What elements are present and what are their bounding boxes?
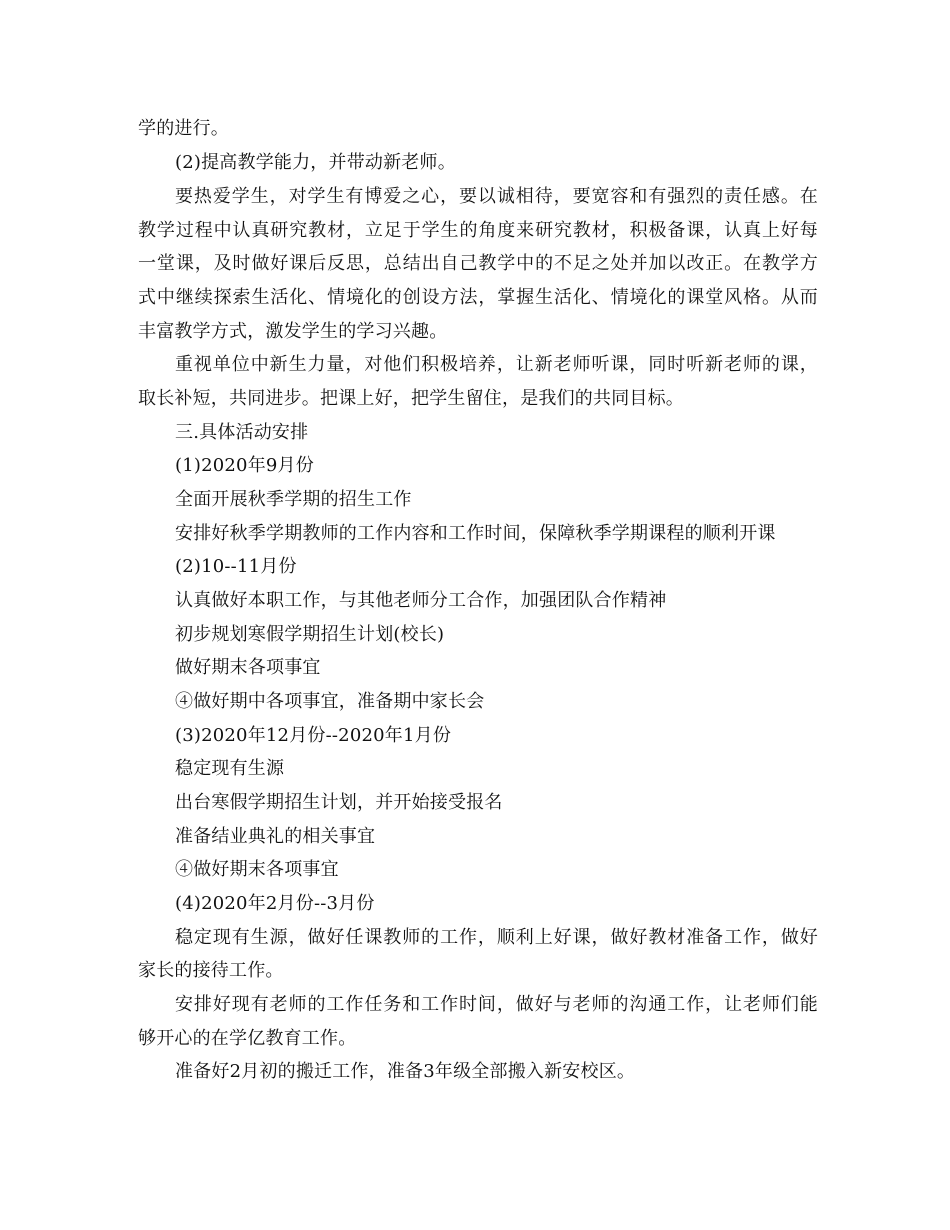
paragraph-line: 准备好2月初的搬迁工作，准备3年级全部搬入新安校区。 — [175, 1061, 636, 1082]
schedule-period: (4)2020年2月份--3月份 — [175, 893, 375, 914]
schedule-item: 全面开展秋季学期的招生工作 — [175, 489, 412, 510]
paragraph-line: 安排好现有老师的工作任务和工作时间，做好与老师的沟通工作，让老师们能 — [175, 994, 818, 1015]
schedule-item: ④做好期末各项事宜 — [175, 859, 339, 880]
paragraph-line: 教学过程中认真研究教材，立足于学生的角度来研究教材，积极备课，认真上好每 — [138, 220, 818, 241]
paragraph-line: 重视单位中新生力量，对他们积极培养，让新老师听课，同时听新老师的课， — [175, 354, 818, 375]
paragraph-line: 一堂课，及时做好课后反思，总结出自己教学中的不足之处并加以改正。在教学方 — [138, 253, 818, 274]
section-heading: 三.具体活动安排 — [175, 422, 309, 443]
schedule-item: 做好期末各项事宜 — [175, 657, 321, 678]
schedule-period: (1)2020年9月份 — [175, 455, 314, 476]
paragraph-line: 要热爱学生，对学生有博爱之心，要以诚相待，要宽容和有强烈的责任感。在 — [175, 186, 818, 207]
section-subheading: (2)提高教学能力，并带动新老师。 — [175, 152, 456, 173]
schedule-item: 准备结业典礼的相关事宜 — [175, 826, 376, 847]
paragraph-line: 丰富教学方式，激发学生的学习兴趣。 — [138, 321, 448, 342]
text-line: 学的进行。 — [138, 118, 229, 139]
schedule-item: 稳定现有生源 — [175, 758, 285, 779]
schedule-item: 出台寒假学期招生计划，并开始接受报名 — [175, 792, 503, 813]
paragraph-line: 够开心的在学亿教育工作。 — [138, 1028, 357, 1049]
paragraph-line: 家长的接待工作。 — [138, 960, 284, 981]
paragraph-line: 式中继续探索生活化、情境化的创设方法，掌握生活化、情境化的课堂风格。从而 — [138, 287, 818, 308]
schedule-period: (2)10--11月份 — [175, 556, 297, 577]
schedule-item: ④做好期中各项事宜，准备期中家长会 — [175, 691, 485, 712]
schedule-item: 安排好秋季学期教师的工作内容和工作时间，保障秋季学期课程的顺利开课 — [175, 523, 776, 544]
paragraph-line: 稳定现有生源，做好任课教师的工作，顺利上好课，做好教材准备工作，做好 — [175, 927, 818, 948]
schedule-item: 认真做好本职工作，与其他老师分工合作，加强团队合作精神 — [175, 590, 667, 611]
schedule-item: 初步规划寒假学期招生计划(校长) — [175, 624, 445, 645]
schedule-period: (3)2020年12月份--2020年1月份 — [175, 725, 452, 746]
paragraph-line: 取长补短，共同进步。把课上好，把学生留住，是我们的共同目标。 — [138, 388, 684, 409]
